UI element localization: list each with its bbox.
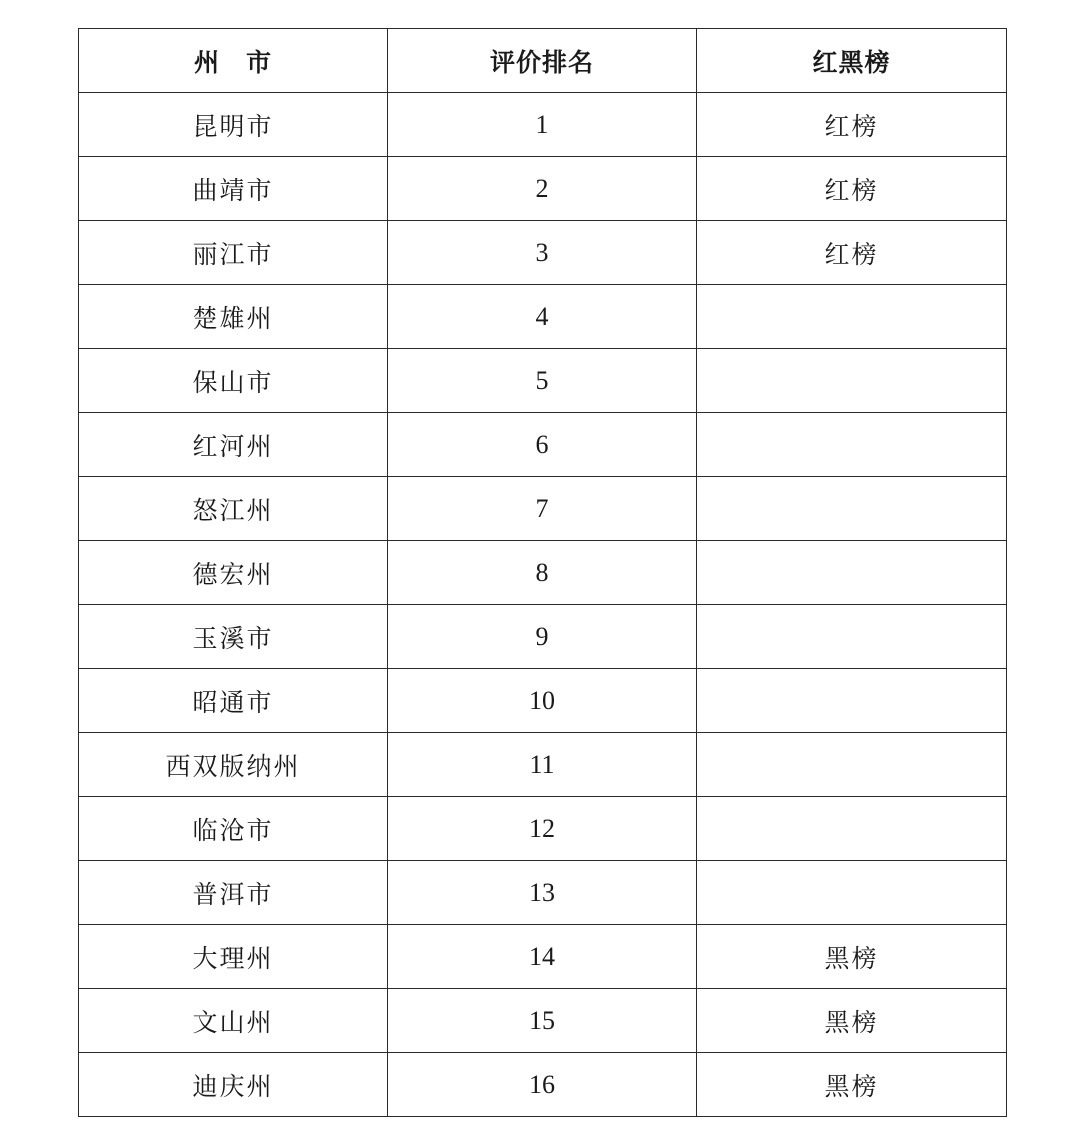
list-cell: 黑榜 bbox=[697, 989, 1007, 1053]
rank-cell: 13 bbox=[388, 861, 697, 925]
list-cell: 黑榜 bbox=[697, 1053, 1007, 1117]
city-cell: 临沧市 bbox=[79, 797, 388, 861]
city-cell: 丽江市 bbox=[79, 221, 388, 285]
header-city: 州 市 bbox=[79, 29, 388, 93]
list-cell bbox=[697, 733, 1007, 797]
table-header bbox=[79, 29, 1007, 93]
rank-cell: 8 bbox=[388, 541, 697, 605]
table-body bbox=[79, 93, 1007, 1117]
city-cell: 文山州 bbox=[79, 989, 388, 1053]
rank-cell: 15 bbox=[388, 989, 697, 1053]
table-row bbox=[79, 989, 1007, 1053]
city-cell: 德宏州 bbox=[79, 541, 388, 605]
rank-cell: 2 bbox=[388, 157, 697, 221]
table-row bbox=[79, 733, 1007, 797]
rank-cell: 6 bbox=[388, 413, 697, 477]
table-row bbox=[79, 925, 1007, 989]
header-rank: 评价排名 bbox=[388, 29, 697, 93]
city-cell: 红河州 bbox=[79, 413, 388, 477]
list-cell bbox=[697, 413, 1007, 477]
rank-cell: 3 bbox=[388, 221, 697, 285]
table-row bbox=[79, 1053, 1007, 1117]
table-row bbox=[79, 93, 1007, 157]
rank-cell: 10 bbox=[388, 669, 697, 733]
list-cell: 红榜 bbox=[697, 157, 1007, 221]
list-cell: 红榜 bbox=[697, 221, 1007, 285]
rank-cell: 7 bbox=[388, 477, 697, 541]
rank-cell: 12 bbox=[388, 797, 697, 861]
table-row bbox=[79, 413, 1007, 477]
table-row bbox=[79, 669, 1007, 733]
city-cell: 保山市 bbox=[79, 349, 388, 413]
list-cell bbox=[697, 285, 1007, 349]
table-row bbox=[79, 285, 1007, 349]
list-cell bbox=[697, 669, 1007, 733]
city-cell: 昭通市 bbox=[79, 669, 388, 733]
city-cell: 西双版纳州 bbox=[79, 733, 388, 797]
city-cell: 楚雄州 bbox=[79, 285, 388, 349]
rank-cell: 5 bbox=[388, 349, 697, 413]
list-cell: 红榜 bbox=[697, 93, 1007, 157]
rank-cell: 11 bbox=[388, 733, 697, 797]
table-row bbox=[79, 797, 1007, 861]
rank-cell: 16 bbox=[388, 1053, 697, 1117]
list-cell bbox=[697, 541, 1007, 605]
header-list: 红黑榜 bbox=[697, 29, 1007, 93]
table-row bbox=[79, 605, 1007, 669]
table-row bbox=[79, 541, 1007, 605]
list-cell bbox=[697, 797, 1007, 861]
table-row bbox=[79, 861, 1007, 925]
table-row bbox=[79, 477, 1007, 541]
list-cell bbox=[697, 605, 1007, 669]
table-row bbox=[79, 221, 1007, 285]
ranking-table bbox=[78, 28, 1007, 1117]
city-cell: 迪庆州 bbox=[79, 1053, 388, 1117]
list-cell bbox=[697, 477, 1007, 541]
list-cell bbox=[697, 861, 1007, 925]
city-cell: 曲靖市 bbox=[79, 157, 388, 221]
list-cell: 黑榜 bbox=[697, 925, 1007, 989]
list-cell bbox=[697, 349, 1007, 413]
rank-cell: 14 bbox=[388, 925, 697, 989]
city-cell: 玉溪市 bbox=[79, 605, 388, 669]
city-cell: 大理州 bbox=[79, 925, 388, 989]
rank-cell: 1 bbox=[388, 93, 697, 157]
city-cell: 普洱市 bbox=[79, 861, 388, 925]
city-cell: 昆明市 bbox=[79, 93, 388, 157]
city-cell: 怒江州 bbox=[79, 477, 388, 541]
table-row bbox=[79, 157, 1007, 221]
header-row bbox=[79, 29, 1007, 93]
rank-cell: 9 bbox=[388, 605, 697, 669]
rank-cell: 4 bbox=[388, 285, 697, 349]
table-row bbox=[79, 349, 1007, 413]
